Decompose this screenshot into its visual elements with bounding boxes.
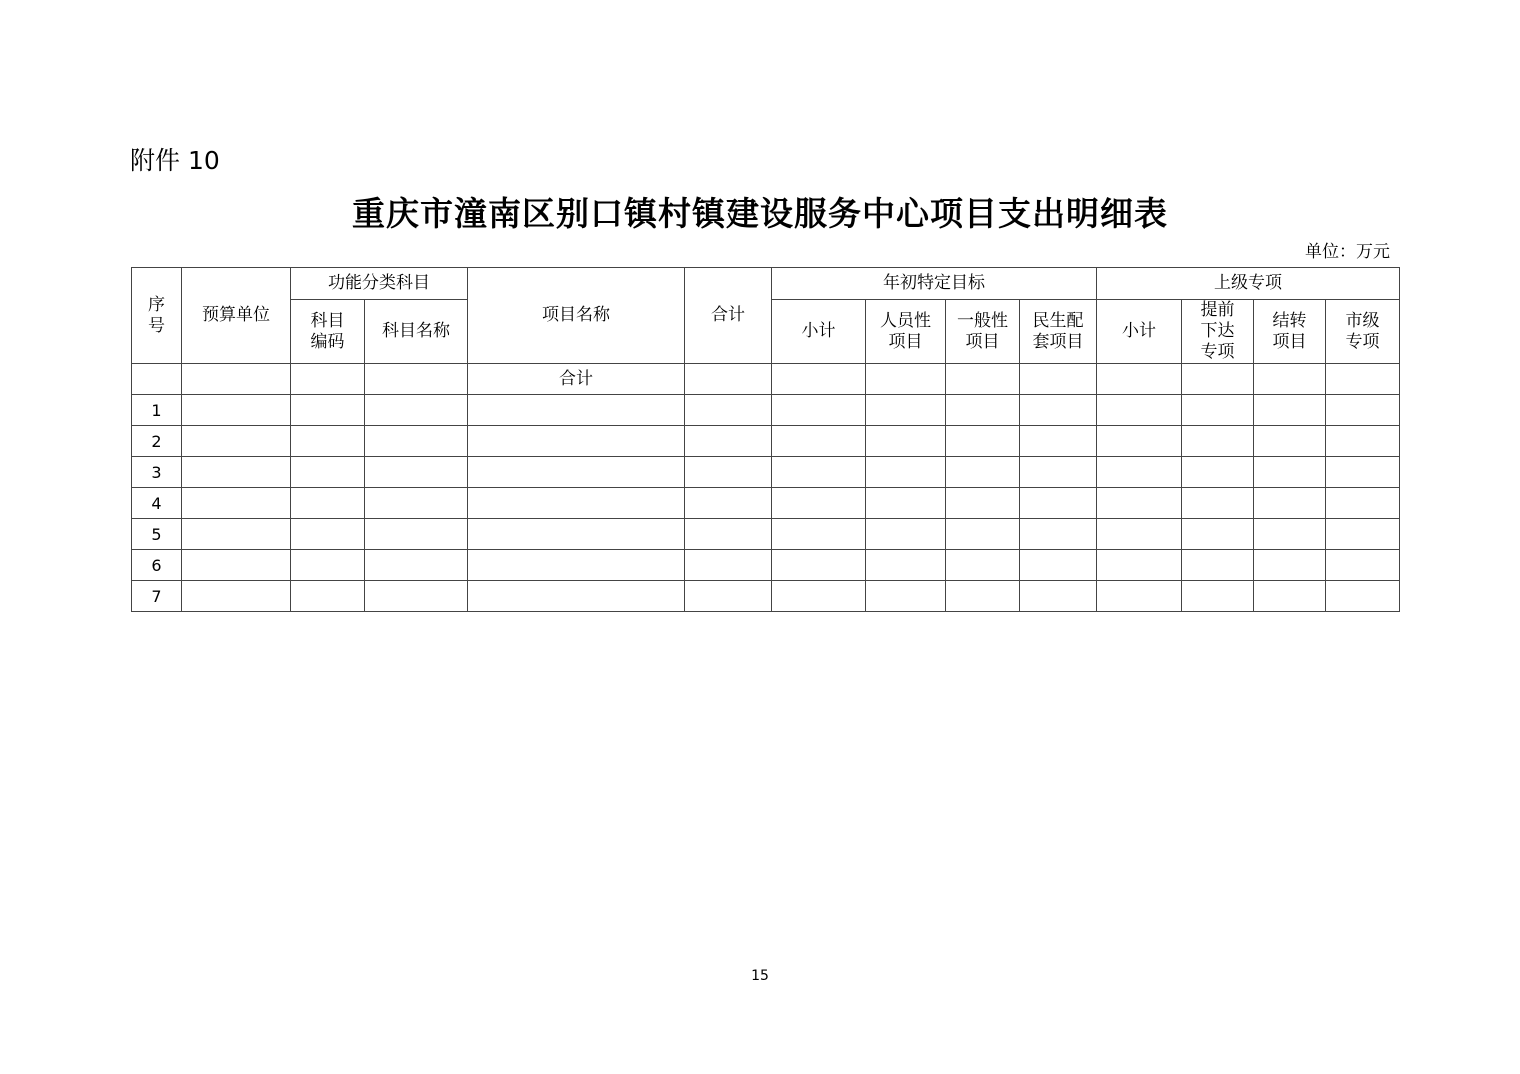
cell [1097,364,1182,395]
cell [866,395,946,426]
cell [468,488,685,519]
header-seq: 序 号 [132,268,182,364]
table-row [132,426,1400,457]
page-title: 重庆市潼南区别口镇村镇建设服务中心项目支出明细表 [352,194,1168,233]
cell [182,581,291,612]
cell [291,581,365,612]
cell [1254,457,1326,488]
cell [1254,519,1326,550]
row-seq: 4 [132,488,182,519]
cell [946,550,1020,581]
cell [772,364,866,395]
cell [946,426,1020,457]
header-annual-subtotal: 小计 [772,300,866,364]
cell [468,457,685,488]
cell [1182,364,1254,395]
cell [1020,364,1097,395]
cell [365,457,468,488]
cell [1326,457,1400,488]
cell [1020,395,1097,426]
cell [182,519,291,550]
cell [772,488,866,519]
header-advance-special: 提前 下达 专项 [1182,300,1254,364]
header-livelihood-project: 民生配 套项目 [1020,300,1097,364]
attachment-label: 附件 10 [130,146,220,175]
cell [1326,550,1400,581]
cell [685,519,772,550]
row-seq: 7 [132,581,182,612]
header-personnel-project: 人员性 项目 [866,300,946,364]
cell [1254,364,1326,395]
cell [946,488,1020,519]
cell [1182,519,1254,550]
cell [1182,426,1254,457]
cell [291,426,365,457]
cell [772,426,866,457]
cell [946,457,1020,488]
table-row [132,488,1400,519]
cell [685,395,772,426]
cell [1326,488,1400,519]
cell [291,457,365,488]
cell [1326,426,1400,457]
cell [1097,426,1182,457]
cell [946,519,1020,550]
cell [182,550,291,581]
cell [1182,488,1254,519]
page-number: 15 [751,968,769,984]
header-total: 合计 [685,268,772,364]
cell [1097,395,1182,426]
cell [1182,457,1254,488]
row-seq: 1 [132,395,182,426]
cell [1182,581,1254,612]
cell [866,457,946,488]
cell [685,581,772,612]
table-row [132,395,1400,426]
cell [772,395,866,426]
cell [1254,550,1326,581]
cell [468,550,685,581]
cell [291,364,365,395]
cell [685,426,772,457]
cell [772,519,866,550]
cell [365,364,468,395]
cell [1020,519,1097,550]
cell [182,395,291,426]
cell [946,395,1020,426]
cell [365,426,468,457]
cell [1182,395,1254,426]
cell [1020,457,1097,488]
cell [866,519,946,550]
header-budget-unit: 预算单位 [182,268,291,364]
header-city-special: 市级 专项 [1326,300,1400,364]
cell [685,488,772,519]
unit-label: 单位：万元 [1305,242,1390,262]
cell [1182,550,1254,581]
cell [1254,581,1326,612]
cell [866,581,946,612]
cell [291,550,365,581]
table-row [132,581,1400,612]
cell [1097,488,1182,519]
header-func-class: 功能分类科目 [291,268,468,300]
row-seq: 3 [132,457,182,488]
cell [365,395,468,426]
header-superior-subtotal: 小计 [1097,300,1182,364]
cell [1254,488,1326,519]
cell [772,581,866,612]
cell [365,550,468,581]
header-annual-target: 年初特定目标 [772,268,1097,300]
cell [365,488,468,519]
cell [946,364,1020,395]
cell [866,426,946,457]
row-seq: 6 [132,550,182,581]
cell [365,519,468,550]
cell [1097,550,1182,581]
cell [1097,581,1182,612]
cell [1020,426,1097,457]
cell [182,488,291,519]
cell [772,457,866,488]
cell [1020,550,1097,581]
cell [946,581,1020,612]
header-superior-special: 上级专项 [1097,268,1400,300]
cell [468,426,685,457]
table-row [132,519,1400,550]
total-row-label: 合计 [468,364,685,395]
cell [1254,395,1326,426]
cell [182,457,291,488]
header-carryover-project: 结转 项目 [1254,300,1326,364]
cell [468,581,685,612]
expenditure-detail-table [131,267,1400,612]
row-seq: 5 [132,519,182,550]
header-subject-code: 科目 编码 [291,300,365,364]
header-general-project: 一般性 项目 [946,300,1020,364]
row-seq: 2 [132,426,182,457]
cell [866,364,946,395]
cell [468,519,685,550]
table-row [132,457,1400,488]
cell [1326,581,1400,612]
cell [1097,457,1182,488]
cell [1326,519,1400,550]
header-subject-name: 科目名称 [365,300,468,364]
cell [468,395,685,426]
cell [182,426,291,457]
cell [866,550,946,581]
cell [866,488,946,519]
cell [291,488,365,519]
cell [1097,519,1182,550]
cell [1254,426,1326,457]
cell [685,550,772,581]
cell [132,364,182,395]
cell [772,550,866,581]
cell [1326,395,1400,426]
cell [1326,364,1400,395]
table-row [132,550,1400,581]
cell [1020,581,1097,612]
cell [365,581,468,612]
cell [291,395,365,426]
cell [685,457,772,488]
cell [182,364,291,395]
cell [1020,488,1097,519]
cell [685,364,772,395]
cell [291,519,365,550]
total-row [132,364,1400,395]
header-project-name: 项目名称 [468,268,685,364]
